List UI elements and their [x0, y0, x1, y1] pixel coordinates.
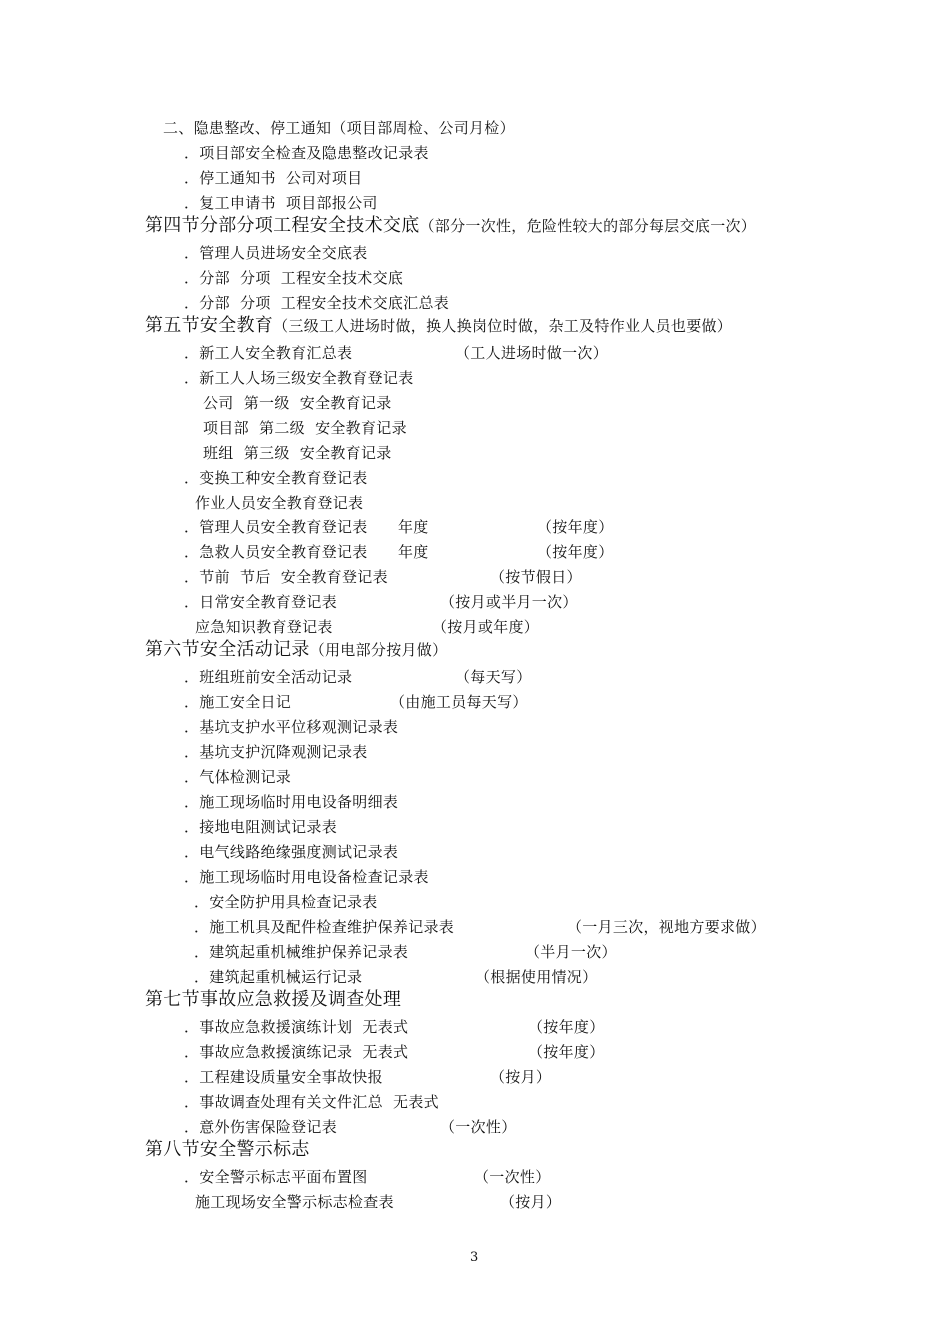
list-item-note: （按月或年度）	[432, 618, 540, 636]
list-item	[184, 1092, 439, 1112]
list-item	[184, 1117, 337, 1137]
list-item-text: ．气体检测记录	[184, 768, 292, 786]
list-item-text: ．事故应急救援演练计划 无表式	[184, 1018, 409, 1036]
list-item-note: （按年度）	[528, 1043, 605, 1061]
list-item	[184, 143, 429, 163]
list-item	[184, 592, 337, 612]
page-number: 3	[470, 1250, 479, 1265]
list-item-text: ．工程建设质量安全事故快报	[184, 1068, 383, 1086]
list-item-text: ．施工安全日记	[184, 693, 292, 711]
list-item-text: ．分部 分项 工程安全技术交底	[184, 269, 404, 287]
list-item-text: ．新工人安全教育汇总表	[184, 344, 353, 362]
list-item-text: ．事故调查处理有关文件汇总 无表式	[184, 1093, 439, 1111]
list-item-text: ．建筑起重机械运行记录	[194, 968, 363, 986]
list-item-text: ．施工现场临时用电设备明细表	[184, 793, 399, 811]
list-item-text: ．基坑支护水平位移观测记录表	[184, 718, 399, 736]
section-title: 第八节安全警示标志	[145, 1139, 310, 1160]
list-item-text: ．安全警示标志平面布置图	[184, 1168, 368, 1186]
list-item-text: ．新工人人场三级安全教育登记表	[184, 369, 414, 387]
list-item-text: 班组 第三级 安全教育记录	[203, 444, 392, 462]
section-note: （部分一次性，危险性较大的部分每层交底一次）	[419, 217, 757, 235]
list-item-text: 二、隐患整改、停工通知（项目部周检、公司月检）	[163, 119, 515, 137]
section-title: 第四节分部分项工程安全技术交底	[145, 215, 420, 236]
list-item-note: （按年度）	[528, 1018, 605, 1036]
section-note: （用电部分按月做）	[309, 641, 448, 659]
list-item-text: 项目部 第二级 安全教育记录	[203, 419, 407, 437]
list-item	[184, 842, 398, 862]
list-item	[184, 767, 291, 787]
list-item-text: ．变换工种安全教育登记表	[184, 469, 368, 487]
section-heading	[145, 1139, 310, 1161]
list-item	[184, 368, 414, 388]
list-item-text: 应急知识教育登记表	[195, 618, 333, 636]
list-item-text: 公司 第一级 安全教育记录	[203, 394, 392, 412]
list-item	[195, 493, 363, 513]
list-item	[184, 792, 398, 812]
list-item-note: （按月）	[490, 1068, 552, 1086]
list-item	[184, 1167, 368, 1187]
list-item	[184, 717, 398, 737]
list-item-text: ．建筑起重机械维护保养记录表	[194, 943, 409, 961]
section-heading	[145, 315, 732, 337]
list-item-note: （一月三次，视地方要求做）	[567, 918, 766, 936]
section-title: 第六节安全活动记录	[145, 639, 310, 660]
list-item-text: ．节前 节后 安全教育登记表	[184, 568, 388, 586]
list-item-note: （每天写）	[455, 668, 532, 686]
section-note: （三级工人进场时做，换人换岗位时做，杂工及特作业人员也要做）	[273, 317, 733, 335]
list-item	[184, 667, 352, 687]
list-item-note: （一次性）	[440, 1118, 517, 1136]
list-item-text: 作业人员安全教育登记表	[195, 494, 364, 512]
list-item	[184, 243, 368, 263]
list-item-text: ．急救人员安全教育登记表 年度	[184, 543, 429, 561]
list-item-text: ．管理人员进场安全交底表	[184, 244, 368, 262]
list-item-text: ．班组班前安全活动记录	[184, 668, 353, 686]
list-item	[184, 817, 337, 837]
list-item	[184, 193, 378, 213]
section-heading	[145, 639, 447, 661]
list-item-note: （按月）	[500, 1193, 562, 1211]
list-item-note: （按年度）	[537, 518, 614, 536]
list-item-text: ．接地电阻测试记录表	[184, 818, 338, 836]
list-item	[203, 418, 407, 438]
list-item	[195, 1192, 394, 1212]
list-item-text: ．施工机具及配件检查维护保养记录表	[194, 918, 455, 936]
list-item	[184, 268, 403, 288]
list-item	[184, 1067, 383, 1087]
list-item-note: （根据使用情况）	[475, 968, 598, 986]
list-item	[184, 742, 368, 762]
list-item	[195, 617, 333, 637]
list-item	[184, 1042, 408, 1062]
list-item-text: ．电气线路绝缘强度测试记录表	[184, 843, 399, 861]
list-item-note: （按节假日）	[490, 568, 582, 586]
list-item-note: （按月或半月一次）	[440, 593, 578, 611]
section-heading	[145, 215, 756, 237]
list-item-note: （由施工员每天写）	[390, 693, 528, 711]
list-item-text: 施工现场安全警示标志检查表	[195, 1193, 394, 1211]
list-item	[194, 917, 454, 937]
list-item-text: ．日常安全教育登记表	[184, 593, 338, 611]
list-item	[184, 293, 449, 313]
list-item	[184, 1017, 408, 1037]
subsection-heading	[163, 118, 515, 138]
list-item-text: ．复工申请书 项目部报公司	[184, 194, 378, 212]
section-title: 第五节安全教育	[145, 315, 274, 336]
list-item	[184, 468, 368, 488]
list-item-text: ．安全防护用具检查记录表	[194, 893, 378, 911]
list-item	[184, 343, 352, 363]
list-item-text: ．施工现场临时用电设备检查记录表	[184, 868, 429, 886]
list-item	[194, 942, 408, 962]
list-item	[184, 867, 429, 887]
section-title: 第七节事故应急救援及调查处理	[145, 989, 402, 1010]
list-item	[184, 168, 362, 188]
list-item	[184, 692, 291, 712]
list-item-text: ．基坑支护沉降观测记录表	[184, 743, 368, 761]
list-item	[203, 443, 392, 463]
list-item	[184, 517, 429, 537]
list-item-text: ．分部 分项 工程安全技术交底汇总表	[184, 294, 450, 312]
list-item-note: （一次性）	[474, 1168, 551, 1186]
list-item-text: ．管理人员安全教育登记表 年度	[184, 518, 429, 536]
list-item-note: （工人进场时做一次）	[455, 344, 609, 362]
list-item-text: ．停工通知书 公司对项目	[184, 169, 363, 187]
list-item	[184, 542, 429, 562]
list-item-text: ．意外伤害保险登记表	[184, 1118, 338, 1136]
list-item	[203, 393, 392, 413]
list-item	[194, 967, 362, 987]
section-heading	[145, 989, 401, 1011]
list-item-text: ．项目部安全检查及隐患整改记录表	[184, 144, 429, 162]
list-item	[184, 567, 388, 587]
list-item	[194, 892, 378, 912]
list-item-note: （半月一次）	[525, 943, 617, 961]
list-item-text: ．事故应急救援演练记录 无表式	[184, 1043, 409, 1061]
list-item-note: （按年度）	[537, 543, 614, 561]
